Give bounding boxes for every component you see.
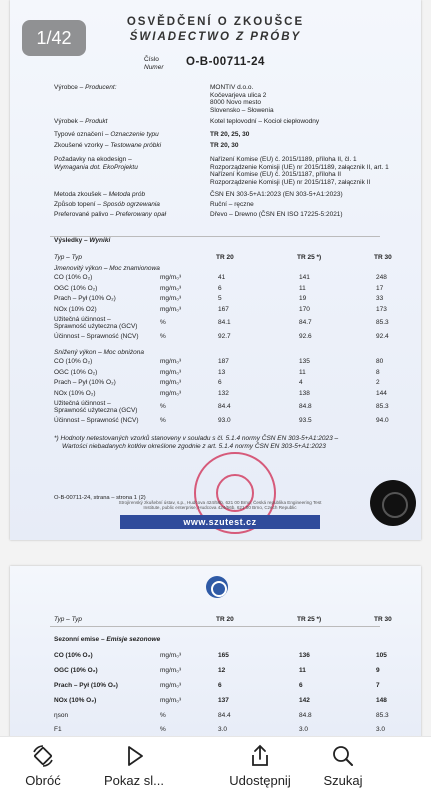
row-label: OGC (10% O₂) (54, 284, 98, 292)
row-value: 84.8 (299, 403, 312, 411)
document-page-1 (10, 0, 421, 540)
row-unit: mg/m₀³ (160, 284, 182, 292)
column-header: TR 30 (374, 616, 392, 623)
field-value: Dřevo – Drewno (ČSN EN ISO 17225-5:2021) (210, 211, 343, 218)
field-label-cz: Výrobce – (54, 84, 86, 91)
field-label (54, 191, 204, 199)
field-label (54, 142, 204, 150)
row-value: 5 (218, 295, 222, 303)
search-button[interactable] (298, 743, 388, 788)
row-value: 3.0 (218, 726, 228, 734)
document-page-2 (10, 566, 421, 736)
row-label: Účinnost – Sprawność (NCV) (54, 417, 139, 425)
row-unit: mg/m₀³ (160, 379, 182, 387)
column-header: TR 20 (216, 254, 234, 261)
row-unit: mg/m₀³ (160, 681, 182, 689)
play-icon (121, 743, 147, 769)
seasonal-title-pl: Emisje sezonowe (106, 636, 161, 643)
row-value: 6 (218, 284, 222, 292)
row-value: 94.0 (376, 417, 389, 425)
row-unit: mg/m₀³ (160, 696, 182, 704)
field-value: Ruční – ręczne (210, 201, 254, 208)
row-label: Prach – Pył (10% O₂) (54, 681, 118, 689)
column-header: TR 25 *) (297, 254, 322, 261)
row-unit: mg/m₀³ (160, 368, 182, 376)
row-value: 84.7 (299, 319, 312, 327)
row-value: 6 (218, 681, 222, 689)
row-value: 138 (299, 389, 310, 397)
field-label-cz: Typové označení – (54, 131, 111, 138)
row-value: 92.7 (218, 333, 231, 341)
row-label: Užitečná účinnost – Sprawność użyteczna (GCV) (54, 400, 138, 415)
column-header: TR 30 (374, 254, 392, 261)
field-label-pl: Metoda prób (108, 191, 146, 198)
row-value: 141 (299, 274, 310, 281)
row-value: 148 (376, 696, 387, 704)
row-label: Prach – Pył (10% O₂) (54, 295, 116, 303)
row-value: 6 (218, 379, 222, 387)
share-label: Udostępnij (229, 773, 291, 788)
slideshow-button[interactable] (89, 743, 179, 788)
row-unit: % (160, 319, 166, 327)
share-button[interactable] (215, 743, 305, 788)
slideshow-label: Pokaz sl... (104, 773, 164, 788)
row-label: NOx (10% O₂) (54, 389, 96, 397)
results-title-cz: Výsledky – (54, 237, 90, 244)
row-value: 173 (376, 305, 387, 313)
field-label (54, 156, 204, 171)
row-value: 3.0 (299, 726, 309, 734)
row-value: 170 (299, 305, 310, 313)
certificate-title-pl: ŚWIADECTWO Z PRÓBY (129, 31, 302, 43)
bottom-toolbar (0, 736, 431, 801)
row-label: NOx (10% O2) (54, 305, 97, 313)
rotate-button[interactable] (0, 743, 88, 788)
field-value: Nařízení Komise (EU) č. 2015/1189, příloha II, čl. 1 Rozporządzenie Komisji (UE) nr 2015/1189, załącznik II, art. 1 Nařízení Komise (EU) č. 2015/1187, příloha II Rozporządzenie Komisji (UE) nr 2015/1187, załącznik II (210, 156, 389, 186)
row-label: CO (10% O₂) (54, 274, 93, 281)
row-value: 135 (299, 358, 310, 365)
search-icon (330, 743, 356, 769)
certificate-title-cz: OSVĚDČENÍ O ZKOUŠCE (126, 16, 305, 28)
number-label-pl: Numer (144, 64, 164, 71)
row-unit: % (160, 417, 166, 425)
field-label-pl: Testowane próbki (110, 142, 162, 149)
field-value: TR 20, 30 (210, 142, 239, 149)
row-value: 132 (218, 389, 229, 397)
row-value: 80 (376, 358, 384, 365)
row-unit: mg/m₀³ (160, 666, 182, 674)
row-value: 136 (299, 652, 310, 659)
row-value: 248 (376, 274, 387, 281)
row-unit: % (160, 333, 166, 341)
row-label: CO (10% O₂) (54, 358, 93, 365)
field-label-cz: Zkoušené vzorky – (54, 142, 111, 149)
field-label-pl: Oznaczenie typu (110, 131, 159, 138)
row-label: Prach – Pył (10% O₂) (54, 379, 116, 387)
row-value: 3.0 (376, 726, 386, 734)
row-unit: % (160, 711, 166, 719)
row-value: 165 (218, 652, 229, 659)
field-label (54, 131, 204, 139)
hologram-seal (370, 480, 416, 526)
footnote-pl: Wartości niebadanych kotłów określone zgodnie z art. 5.1.4 normy ČSN EN 303-5+A1:2023 (62, 443, 326, 450)
field-label (54, 211, 204, 219)
field-label-cz: Metoda zkoušek – (54, 191, 109, 198)
row-value: 7 (376, 681, 380, 689)
row-label: ηson (54, 711, 69, 719)
row-value: 92.4 (376, 333, 389, 341)
field-value: MONTIV d.o.o. Kočevarjeva ulica 2 8000 Novo mesto Slovensko – Słowenia (210, 84, 274, 114)
row-value: 142 (299, 696, 310, 704)
row-unit: % (160, 726, 166, 734)
column-header: Typ – Typ (54, 616, 82, 623)
row-value: 11 (299, 284, 306, 292)
field-label (54, 201, 204, 209)
row-value: 137 (218, 696, 229, 704)
number-label (144, 56, 164, 72)
row-value: 84.4 (218, 711, 231, 719)
row-value: 84.8 (299, 711, 312, 719)
institute-logo (206, 576, 228, 598)
row-label: F1 (54, 726, 62, 734)
page-number-footer: O-B-00711-24, strana – strona 1 (2) (54, 495, 146, 501)
row-value: 2 (376, 379, 380, 387)
row-value: 13 (218, 368, 226, 376)
row-label: Účinnost – Sprawność (NCV) (54, 333, 139, 341)
share-icon (247, 743, 273, 769)
field-label-pl: Wymagania dot. EkoProjektu (54, 163, 138, 171)
divider (50, 626, 380, 627)
row-value: 85.3 (376, 711, 389, 719)
row-value: 93.0 (218, 417, 231, 425)
row-value: 92.6 (299, 333, 312, 341)
institute-url: www.szutest.cz (120, 515, 320, 529)
field-label-cz: Požadavky na ekodesign – (54, 156, 132, 163)
row-value: 85.3 (376, 319, 389, 327)
column-header: TR 25 *) (297, 616, 322, 623)
field-label (54, 84, 204, 92)
row-value: 93.5 (299, 417, 312, 425)
row-value: 167 (218, 305, 229, 313)
field-label-cz: Preferované palivo – (54, 211, 116, 218)
seasonal-title-cz: Sezonní emise – (54, 636, 107, 643)
row-unit: mg/m₀³ (160, 305, 182, 313)
field-value: TR 20, 25, 30 (210, 131, 250, 138)
row-unit: mg/m₀³ (160, 358, 182, 365)
seasonal-title (54, 636, 160, 644)
search-label: Szukaj (323, 773, 363, 788)
row-unit: mg/m₀³ (160, 652, 182, 659)
field-label-pl: Preferowany opał (115, 211, 167, 218)
row-value: 12 (218, 666, 226, 674)
field-label-cz: Způsob topení – (54, 201, 103, 208)
row-value: 11 (299, 368, 306, 376)
row-value: 9 (376, 666, 380, 674)
row-value: 8 (376, 368, 380, 376)
row-value: 187 (218, 358, 229, 365)
row-value: 85.3 (376, 403, 389, 411)
row-value: 84.4 (218, 403, 231, 411)
rotate-label: Obróć (25, 773, 61, 788)
footnote-cz: *) Hodnoty netestovaných vzorků stanoveny v souladu s čl. 5.1.4 normy ČSN EN 303-5+A1:2023 – (54, 435, 339, 442)
row-unit: mg/m₀³ (160, 274, 182, 281)
field-label-pl: Producent: (85, 84, 117, 91)
row-value: 4 (299, 379, 303, 387)
row-value: 11 (299, 666, 306, 674)
row-label: Užitečná účinnost – Sprawność użyteczna (GCV) (54, 316, 138, 331)
field-label-pl: Produkt (85, 118, 108, 125)
row-label: OGC (10% O₂) (54, 666, 98, 674)
field-label (54, 118, 204, 126)
row-label: CO (10% O₂) (54, 652, 93, 659)
institute-address: Strojírenský zkušební ústav, s.p., Hudcova 424/56b, 621 00 Brno, Česká republika Engineering Test Institute, public enterprise, Hudcova 424/56b, 621 00 Brno, Czech Republic (118, 500, 322, 511)
row-label: NOx (10% O₂) (54, 696, 97, 704)
results-title (54, 237, 110, 245)
number-label-cz: Číslo (144, 56, 159, 63)
field-label-pl: Sposób ogrzewania (102, 201, 160, 208)
page-counter: 1/42 (22, 20, 86, 56)
row-unit: mg/m₀³ (160, 389, 182, 397)
field-label-cz: Výrobek – (54, 118, 86, 125)
field-value: Kotel teplovodní – Kocioł ciepłowodny (210, 118, 320, 125)
field-value: ČSN EN 303-5+A1:2023 (EN 303-5+A1:2023) (210, 191, 343, 198)
row-unit: % (160, 403, 166, 411)
row-value: 33 (376, 295, 384, 303)
results-title-pl: Wyniki (89, 237, 111, 244)
row-value: 6 (299, 681, 303, 689)
row-value: 41 (218, 274, 226, 281)
reduced-power-title: Snížený výkon – Moc obniżona (54, 349, 144, 356)
row-value: 17 (376, 284, 384, 292)
row-label: OGC (10% O₂) (54, 368, 98, 376)
row-unit: mg/m₀³ (160, 295, 182, 303)
row-value: 105 (376, 652, 387, 659)
nominal-power-title: Jmenovitý výkon – Moc znamionowa (54, 265, 160, 272)
rotate-icon (30, 743, 56, 769)
row-value: 144 (376, 389, 387, 397)
row-value: 84.1 (218, 319, 231, 327)
column-header: TR 20 (216, 616, 234, 623)
column-header: Typ – Typ (54, 254, 82, 261)
certificate-number: O-B-00711-24 (186, 56, 265, 68)
row-value: 19 (299, 295, 307, 303)
